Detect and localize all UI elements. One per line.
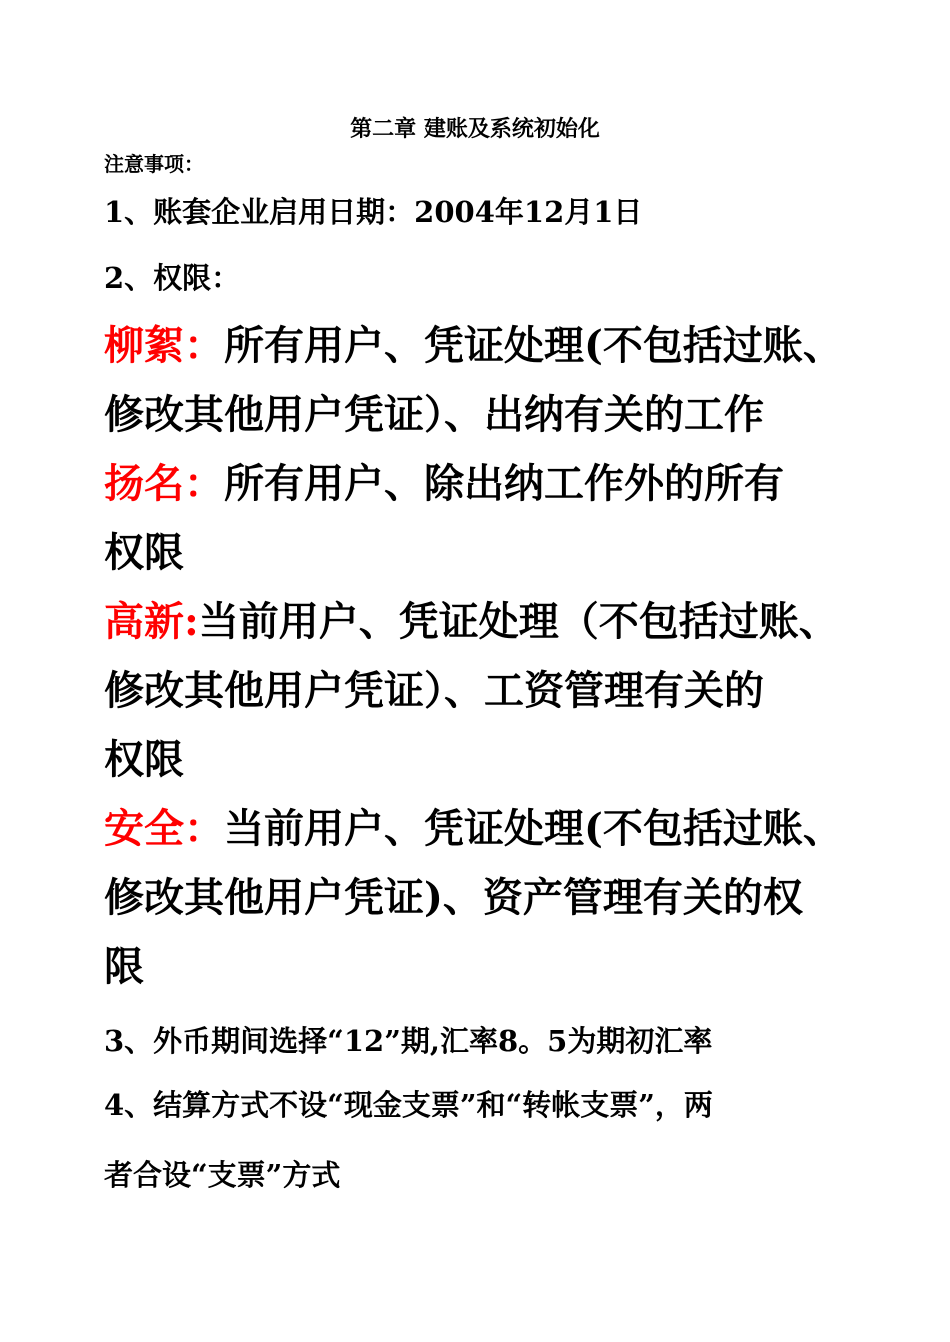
item-2-permissions: 2、权限： (104, 261, 241, 295)
permission-text: 当前用户、凭证处理(不包括过账、 (224, 805, 843, 852)
permission-gaoxin-line-3: 权限 (104, 736, 184, 783)
user-name-gaoxin: 高新: (104, 598, 199, 645)
permission-yangming-line-1 (104, 456, 904, 512)
permission-text: 当前用户、凭证处理（不包括过账、 (198, 598, 839, 645)
permission-yangming-line-2: 权限 (104, 529, 184, 576)
permission-anquan-line-2: 修改其他用户凭证)、资产管理有关的权 (104, 874, 803, 921)
chapter-title: 第二章 建账及系统初始化 (350, 116, 600, 142)
permission-text: 所有用户、凭证处理(不包括过账、 (224, 322, 843, 369)
item-1-start-date: 1、账套企业启用日期：2004年12月1日 (104, 195, 643, 229)
permission-text: 所有用户、除出纳工作外的所有 (224, 460, 784, 507)
user-name-liuxu: 柳絮： (104, 322, 224, 369)
item-4-settlement-line-2: 者合设“支票”方式 (104, 1158, 341, 1192)
item-3-currency: 3、外币期间选择“12”期,汇率8。5为期初汇率 (104, 1024, 713, 1058)
permission-anquan-line-3: 限 (104, 943, 144, 990)
permission-liuxu-line-1 (104, 318, 904, 374)
permission-gaoxin-line-2: 修改其他用户凭证）、工资管理有关的 (104, 667, 764, 714)
permission-anquan-line-1 (104, 801, 904, 857)
item-4-settlement-line-1: 4、结算方式不设“现金支票”和“转帐支票”，两 (104, 1088, 713, 1122)
permission-liuxu-line-2: 修改其他用户凭证）、出纳有关的工作 (104, 391, 764, 438)
user-name-anquan: 安全： (104, 805, 224, 852)
note-heading: 注意事项： (104, 152, 204, 176)
permission-gaoxin-line-1 (104, 594, 904, 650)
user-name-yangming: 扬名： (104, 460, 224, 507)
